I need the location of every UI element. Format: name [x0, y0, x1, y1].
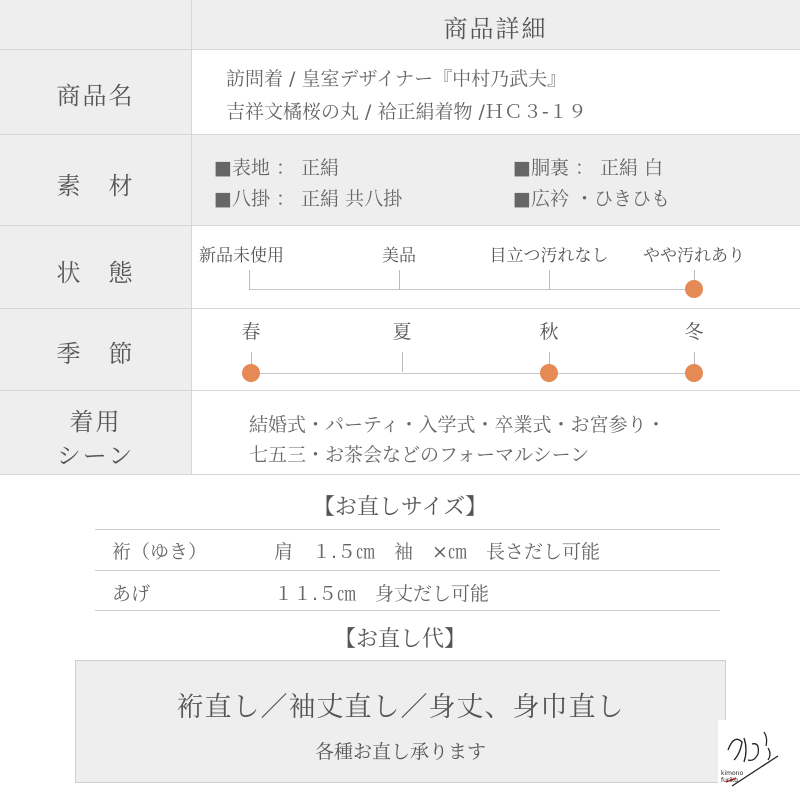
season-selected-marker	[540, 364, 558, 382]
brand-logo-text: kimono furiko	[721, 770, 744, 784]
material-omote: ■表地 ： 正絹	[214, 157, 340, 179]
season-scale-label: 春	[241, 321, 261, 343]
scene-label-line2: シーン	[56, 442, 135, 470]
season-label: 季 節	[56, 340, 135, 368]
scene-line1: 結婚式・パーティ・入学式・卒業式・お宮参り・	[249, 414, 666, 436]
alteration-fee-main: 裄直し／袖丈直し／身丈、身巾直し	[176, 692, 625, 723]
condition-scale-label: 目立つ汚れなし	[489, 246, 609, 266]
season-scale-label: 夏	[392, 321, 412, 343]
size-table-rule	[95, 610, 720, 611]
season-selected-marker	[685, 364, 703, 382]
condition-scale-tick	[249, 270, 250, 290]
alteration-fee-title: 【お直し代】	[333, 627, 466, 652]
size-row-yuki-label: 裄（ゆき）	[112, 541, 208, 563]
condition-scale-track	[249, 289, 694, 290]
season-scale-label: 秋	[539, 321, 559, 343]
condition-scale-tick	[399, 270, 400, 290]
condition-selected-marker	[685, 280, 703, 298]
product-name-line2: 吉祥文橘桜の丸 / 袷正絹着物 /ＨＣ３-１９	[226, 101, 587, 123]
size-table-rule	[95, 529, 720, 530]
season-selected-marker	[242, 364, 260, 382]
product-name-label: 商品名	[56, 82, 135, 110]
material-eri: ■広衿 ・ひきひも	[513, 188, 670, 210]
condition-scale-tick	[549, 270, 550, 290]
alteration-fee-sub: 各種お直し承ります	[314, 741, 486, 763]
alteration-size-title: 【お直しサイズ】	[312, 495, 488, 520]
condition-scale-label: 美品	[382, 246, 416, 266]
size-row-age-value: １１.５㎝ 身丈だし可能	[274, 583, 490, 605]
season-scale-track	[251, 373, 694, 374]
table-column-divider	[191, 50, 192, 474]
condition-label: 状 態	[56, 259, 135, 287]
product-name-line1: 訪問着 / 皇室デザイナー『中村乃武夫』	[226, 68, 567, 90]
scene-label-line1: 着用	[69, 408, 122, 436]
material-hakke: ■八掛 ： 正絹 共八掛	[214, 188, 403, 210]
scene-line2: 七五三・お茶会などのフォーマルシーン	[249, 444, 590, 466]
divider	[0, 474, 800, 475]
material-label: 素 材	[56, 172, 135, 200]
condition-scale-label: やや汚れあり	[643, 246, 745, 266]
condition-scale-label: 新品未使用	[199, 246, 284, 266]
material-dou: ■胴裏 ： 正絹 白	[513, 157, 664, 179]
size-row-yuki-value: 肩 １.５㎝ 袖 ×㎝ 長さだし可能	[274, 541, 600, 563]
size-table-rule	[95, 570, 720, 571]
season-scale-tick	[402, 352, 403, 372]
alteration-fee-box	[75, 660, 726, 783]
page-title: 商品詳細	[443, 15, 548, 43]
size-row-age-label: あげ	[112, 583, 151, 605]
season-scale-label: 冬	[684, 321, 704, 343]
brand-logo	[718, 720, 784, 790]
